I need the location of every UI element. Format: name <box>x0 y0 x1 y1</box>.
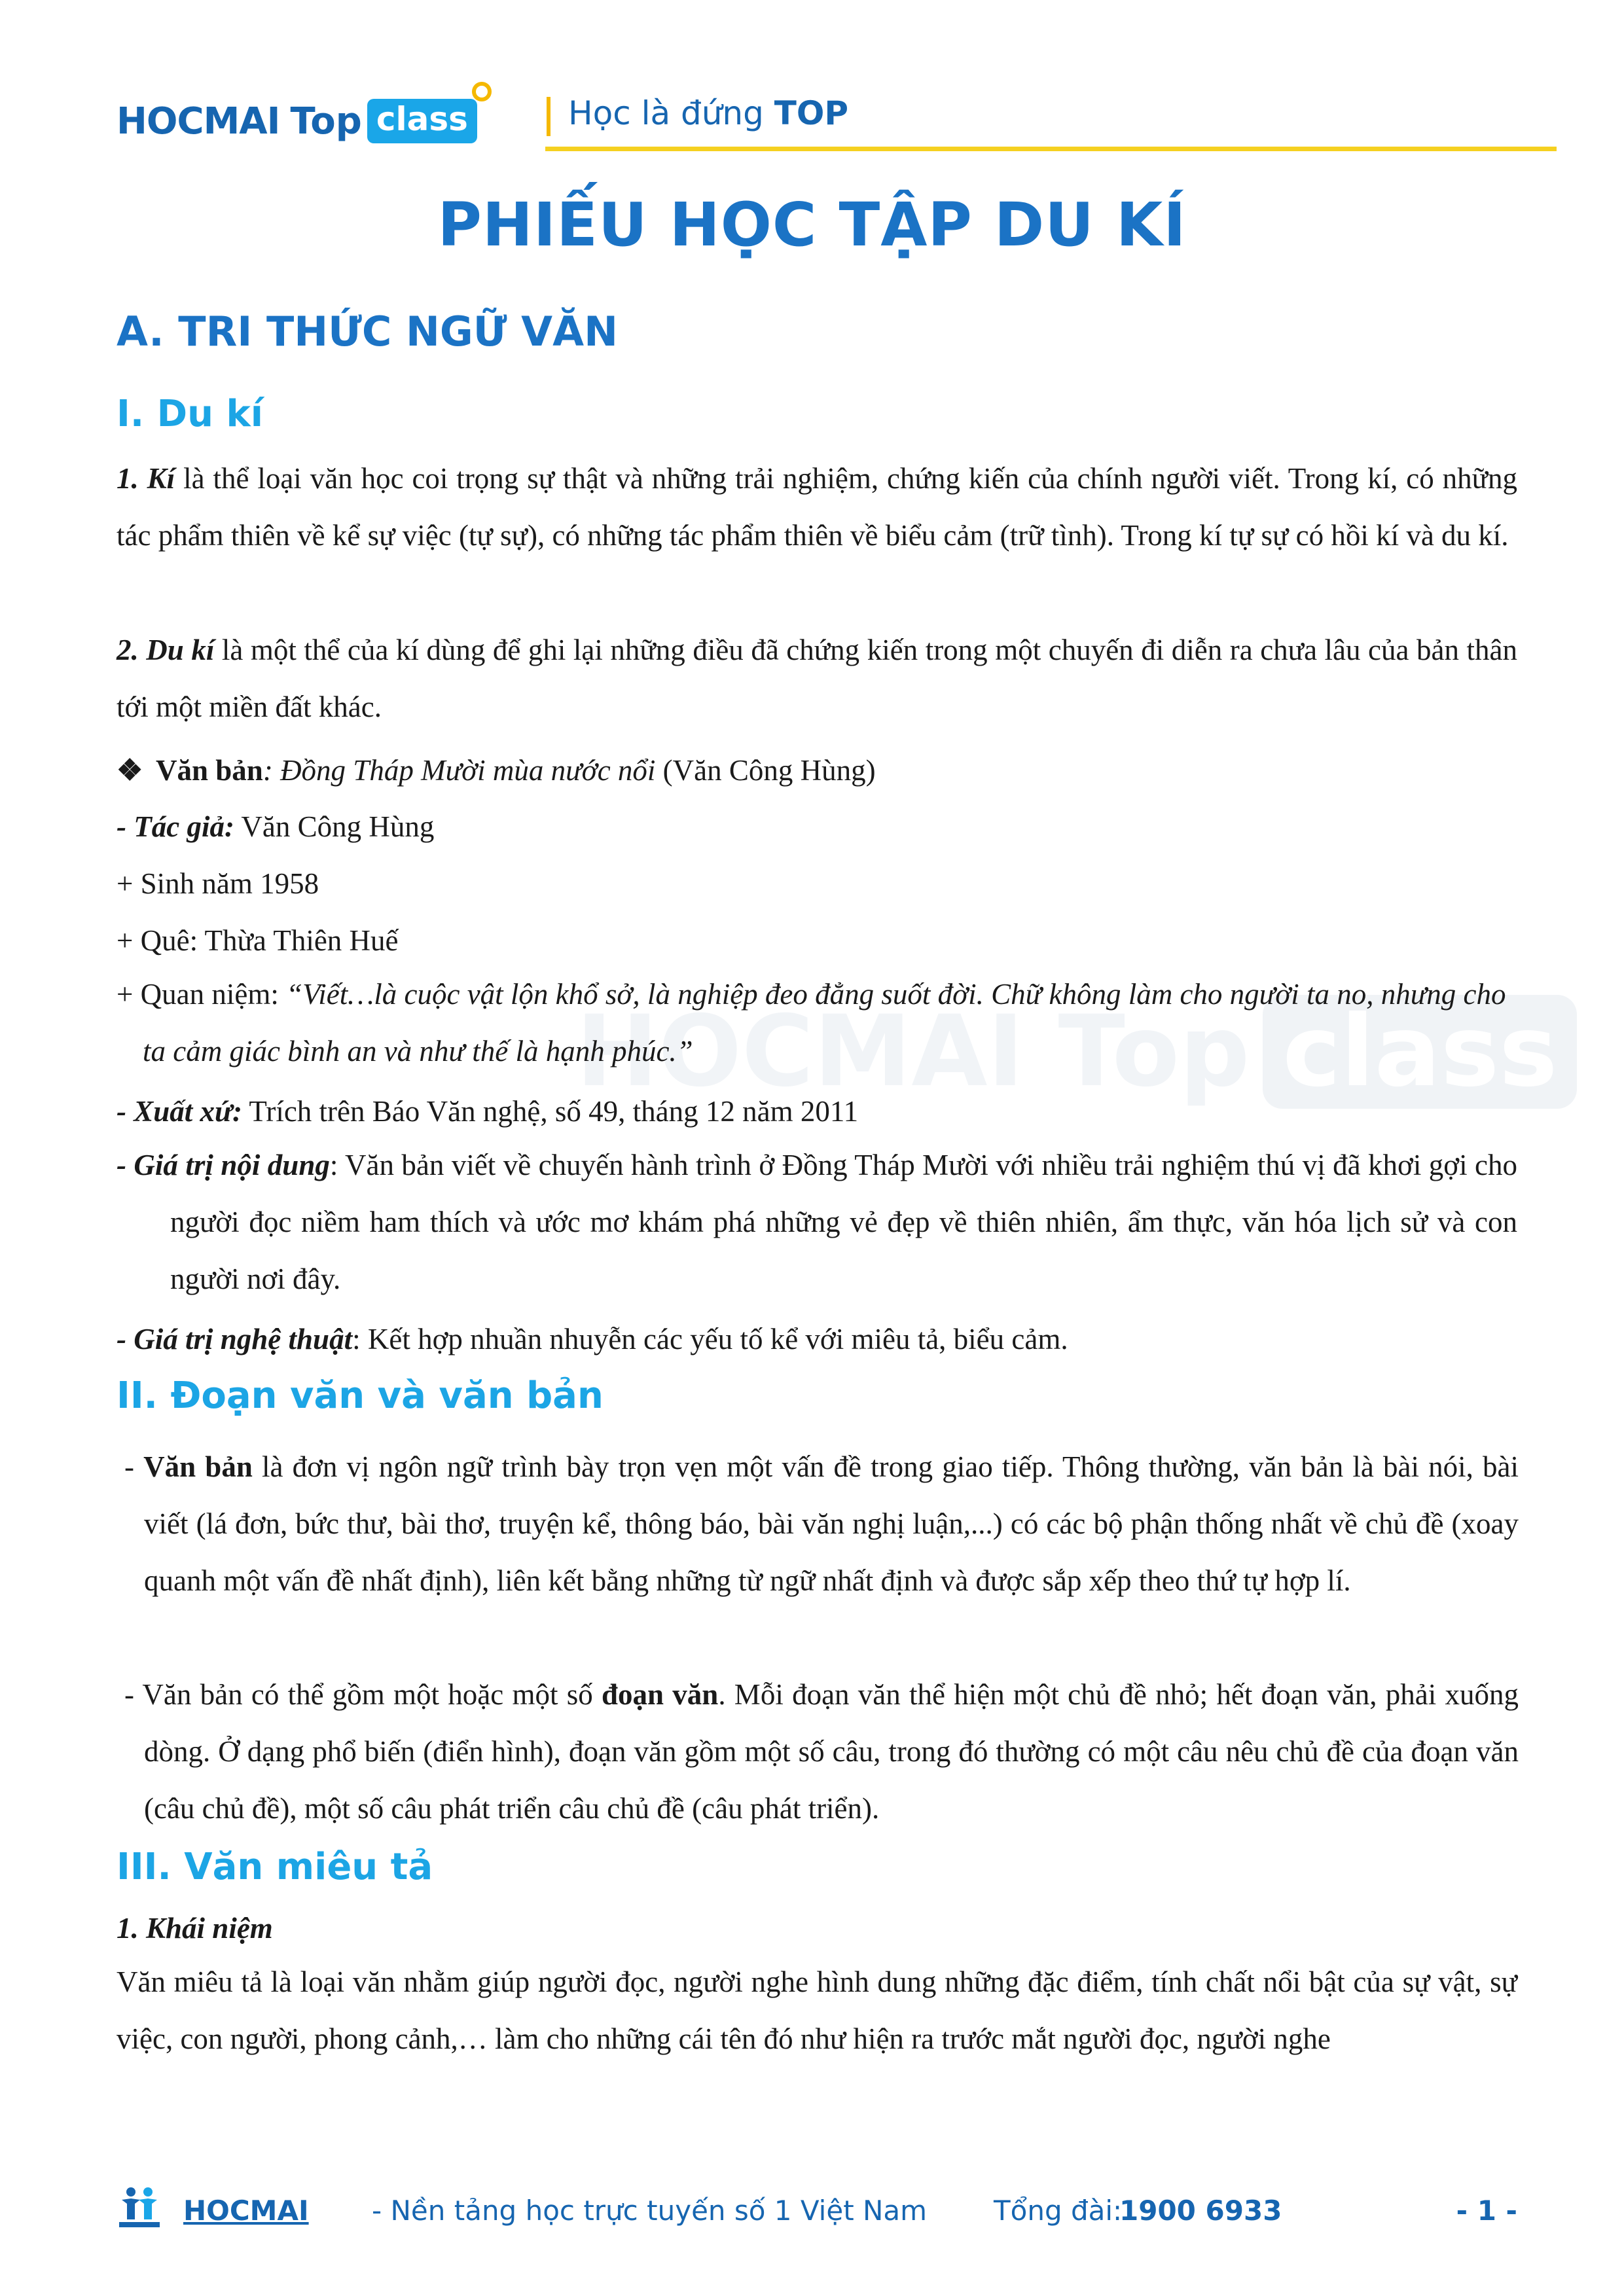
author-label: - Tác giả: <box>117 810 234 843</box>
ki-label: 1. Kí <box>117 462 175 495</box>
content-value-line <box>117 1137 1517 1308</box>
hometown-line: + Quê: Thừa Thiên Huế <box>117 924 399 957</box>
khai-niem-paragraph: Văn miêu tả là loại văn nhằm giúp người đọc, người nghe hình dung những đặc điểm, tính chất nổi bật của sự vật, sự việc, con người, phong cảnh,… làm cho những cái tên đó như hiện ra trước mắt người đọc, người nghe <box>117 1965 1517 2055</box>
du-ki-label: 2. Du kí <box>117 634 215 666</box>
page-title: PHIẾU HỌC TẬP DU KÍ <box>437 190 1187 260</box>
section-1-heading: I. Du kí <box>117 393 263 435</box>
doan-van-paragraph <box>124 1666 1519 1837</box>
origin-label: - Xuất xứ: <box>117 1095 242 1128</box>
page-number: - 1 - <box>1456 2195 1517 2227</box>
content-label: - Giá trị nội dung <box>117 1149 330 1181</box>
footer-tagline: - Nền tảng học trực tuyến số 1 Việt Nam <box>372 2195 928 2227</box>
header-divider <box>547 97 550 136</box>
doan-van-text: . Mỗi đoạn văn thể hiện một chủ đề nhỏ; hết đoạn văn, phải xuống dòng. Ở dạng phổ biến (điển hình), đoạn văn gồm một số câu, trong đó thường có một câu nêu chủ đề của đoạn văn (câu chủ đề), một số câu phát triển câu chủ đề (câu phát triển). <box>144 1678 1519 1825</box>
logo-top-text: Top <box>290 99 362 143</box>
work-title: : Đồng Tháp Mười mùa nước nổi <box>262 754 656 787</box>
logo-brand-text: HOCMAI <box>117 99 280 143</box>
art-label: - Giá trị nghệ thuật <box>117 1323 353 1355</box>
work-line <box>117 753 876 787</box>
diamond-bullet-icon: ❖ <box>117 754 143 787</box>
paragraph-du-ki <box>117 622 1517 736</box>
gear-icon <box>472 82 492 101</box>
content-text: : Văn bản viết về chuyến hành trình ở Đồng Tháp Mười với nhiều trải nghiệm thú vị đã khơi gợi cho người đọc niềm ham thích và ước mơ khám phá những vẻ đẹp về thiên nhiên, ẩm thực, văn hóa lịch sử và con người nơi đây. <box>170 1149 1518 1295</box>
author-value: Văn Công Hùng <box>234 810 435 843</box>
van-ban-text: là đơn vị ngôn ngữ trình bày trọn vẹn một vấn đề trong giao tiếp. Thông thường, văn bản là bài nói, bài viết (lá đơn, bức thư, bài thơ, truyện kể, thông báo, bài văn nghị luận,...) có các bộ phận thống nhất về chủ đề (xoay quanh một vấn đề nhất định), liên kết bằng những từ ngữ nhất định và được sắp xếp theo thứ tự hợp lí. <box>144 1450 1519 1597</box>
footer-phone: 1900 6933 <box>1119 2195 1282 2227</box>
watermark-class: class <box>1263 995 1577 1109</box>
author-line <box>117 810 434 844</box>
section-a-heading: A. TRI THỨC NGỮ VĂN <box>117 308 619 355</box>
doan-van-pre: - Văn bản có thể gồm một hoặc một số <box>124 1678 602 1711</box>
origin-value: Trích trên Báo Văn nghệ, số 49, tháng 12 năm 2011 <box>242 1095 859 1128</box>
header-rule <box>545 147 1557 151</box>
ki-text: là thể loại văn học coi trọng sự thật và những trải nghiệm, chứng kiến của chính người viết. Trong kí, có những tác phẩm thiên về kể sự việc (tự sự), có những tác phẩm thiên về biểu cảm (trữ tình). Trong kí tự sự có hồi kí và du kí. <box>117 462 1517 552</box>
footer-phone-label: Tổng đài: <box>994 2195 1123 2227</box>
hocmai-topclass-logo <box>117 92 477 151</box>
work-author: (Văn Công Hùng) <box>655 754 876 787</box>
page-header <box>117 65 1557 157</box>
khai-niem-heading: 1. Khái niệm <box>117 1912 273 1945</box>
van-ban-dash: - <box>124 1450 144 1483</box>
art-value-line <box>117 1322 1068 1356</box>
section-3-heading: III. Văn miêu tả <box>117 1846 433 1888</box>
footer-brand-link[interactable]: HOCMAI <box>183 2195 309 2227</box>
paragraph-ki <box>117 450 1517 564</box>
tagline-prefix: Học là đứng <box>568 94 764 132</box>
view-line <box>117 966 1517 1080</box>
birth-line: + Sinh năm 1958 <box>117 867 319 900</box>
tagline-bold: TOP <box>774 94 849 132</box>
du-ki-text: là một thể của kí dùng để ghi lại những điều đã chứng kiến trong một chuyến đi diễn ra chưa lâu của bản thân tới một miền đất khác. <box>117 634 1517 723</box>
view-quote: “Viết…là cuộc vật lộn khổ sở, là nghiệp đeo đẳng suốt đời. Chữ không làm cho người ta no, nhưng cho ta cảm giác bình an và như thế là hạnh phúc.” <box>143 978 1506 1067</box>
logo-class-badge <box>367 99 477 143</box>
watermark-text: HOCMAI Top <box>576 995 1250 1109</box>
view-label: + Quan niệm: <box>117 978 287 1011</box>
van-ban-bold: Văn bản <box>143 1450 253 1483</box>
doan-van-bold: đoạn văn <box>601 1678 719 1711</box>
logo-class-text: class <box>376 100 468 138</box>
origin-line <box>117 1094 858 1128</box>
art-text: : Kết hợp nhuần nhuyễn các yếu tố kể với miêu tả, biểu cảm. <box>352 1323 1068 1355</box>
header-tagline <box>568 94 848 132</box>
van-ban-paragraph <box>124 1439 1519 1609</box>
hocmai-people-icon <box>117 2184 162 2230</box>
section-2-heading: II. Đoạn văn và văn bản <box>117 1374 604 1417</box>
page-footer <box>117 2189 1524 2235</box>
work-label: Văn bản <box>156 754 263 787</box>
